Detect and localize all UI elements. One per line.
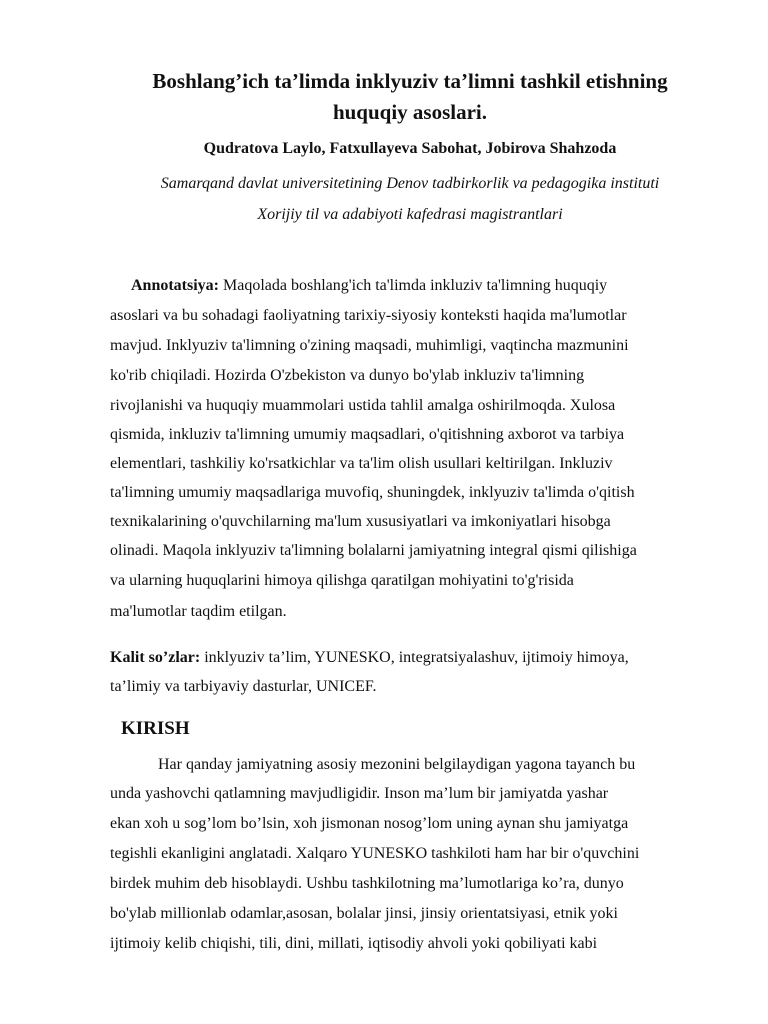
affiliation-line-1: Samarqand davlat universitetining Denov tadbirkorlik va pedagogika instituti [160, 175, 660, 192]
abstract-line: ma'lumotlar taqdim etilgan. [110, 603, 287, 620]
keywords-label: Kalit so’zlar: [110, 649, 201, 666]
abstract-line: asoslari va bu sohadagi faoliyatning tarixiy-siyosiy konteksti haqida ma'lumotlar [110, 307, 627, 324]
abstract-first-line-text: Maqolada boshlang'ich ta'limda inkluziv ta'limning huquqiy [219, 277, 608, 294]
abstract-line: mavjud. Inklyuziv ta'limning o'zining maqsadi, muhimligi, vaqtincha mazmunini [110, 337, 629, 354]
abstract-line: ta'limning umumiy maqsadlariga muvofiq, shuningdek, inklyuziv ta'limda o'qitish [110, 484, 635, 501]
section-line: tegishli ekanligini anglatadi. Xalqaro YUNESKO tashkiloti ham har bir o'quvchini [110, 845, 640, 862]
keywords-first-line-text: inklyuziv ta’lim, YUNESKO, integratsiyalashuv, ijtimoiy himoya, [200, 649, 629, 666]
abstract-line: rivojlanishi va huquqiy muammolari ustida tahlil amalga oshirilmoqda. Xulosa [110, 397, 616, 414]
abstract-line: qismida, inkluziv ta'limning umumiy maqsadlari, o'qitishning axborot va tarbiya [110, 426, 625, 443]
title-line-1: Boshlang’ich ta’limda inklyuziv ta’limni tashkil etishning [152, 69, 668, 93]
abstract-line: olinadi. Maqola inklyuziv ta'limning bolalarni jamiyatning integral qismi qilishiga [110, 542, 637, 559]
abstract-line: ko'rib chiqiladi. Hozirda O'zbekiston va dunyo bo'ylab inkluziv ta'limning [110, 367, 585, 384]
paper-title [100, 66, 720, 128]
section-line: unda yashovchi qatlamning mavjudligidir. Inson ma’lum bir jamiyatda yashar [110, 785, 609, 802]
section-line: birdek muhim deb hisoblaydi. Ushbu tashkilotning ma’lumotlariga ko’ra, dunyo [110, 875, 624, 892]
section-line: bo'ylab millionlab odamlar,asosan, bolalar jinsi, jinsiy orientatsiyasi, etnik yoki [110, 905, 618, 922]
authors: Qudratova Laylo, Fatxullayeva Sabohat, Jobirova Shahzoda [203, 140, 617, 157]
section-line: Har qanday jamiyatning asosiy mezonini belgilaydigan yagona tayanch bu [158, 756, 636, 773]
keywords-line-2: ta’limiy va tarbiyaviy dasturlar, UNICEF. [110, 678, 377, 695]
abstract-label: Annotatsiya: [131, 277, 220, 294]
title-line-2: huquqiy asoslari. [332, 100, 488, 124]
section-line: ekan xoh u sog’lom bo’lsin, xoh jismonan nosog’lom uning aynan shu jamiyatga [110, 815, 629, 832]
abstract-line: elementlari, tashkiliy ko'rsatkichlar va ta'lim olish usullari keltirilgan. Inkluziv [110, 455, 613, 472]
section-heading: KIRISH [121, 718, 190, 739]
keywords-first-line [110, 648, 670, 668]
affiliation-line-2: Xorijiy til va adabiyoti kafedrasi magistrantlari [257, 206, 563, 223]
abstract-line: va ularning huquqlarini himoya qilishga qaratilgan mohiyatini to'g'risida [110, 572, 574, 589]
section-line: ijtimoiy kelib chiqishi, tili, dini, millati, iqtisodiy ahvoli yoki qobiliyati kabi [110, 935, 598, 952]
abstract-first-line [131, 276, 691, 296]
abstract-line: texnikalarining o'quvchilarning ma'lum xususiyatlari va imkoniyatlari hisobga [110, 513, 611, 530]
